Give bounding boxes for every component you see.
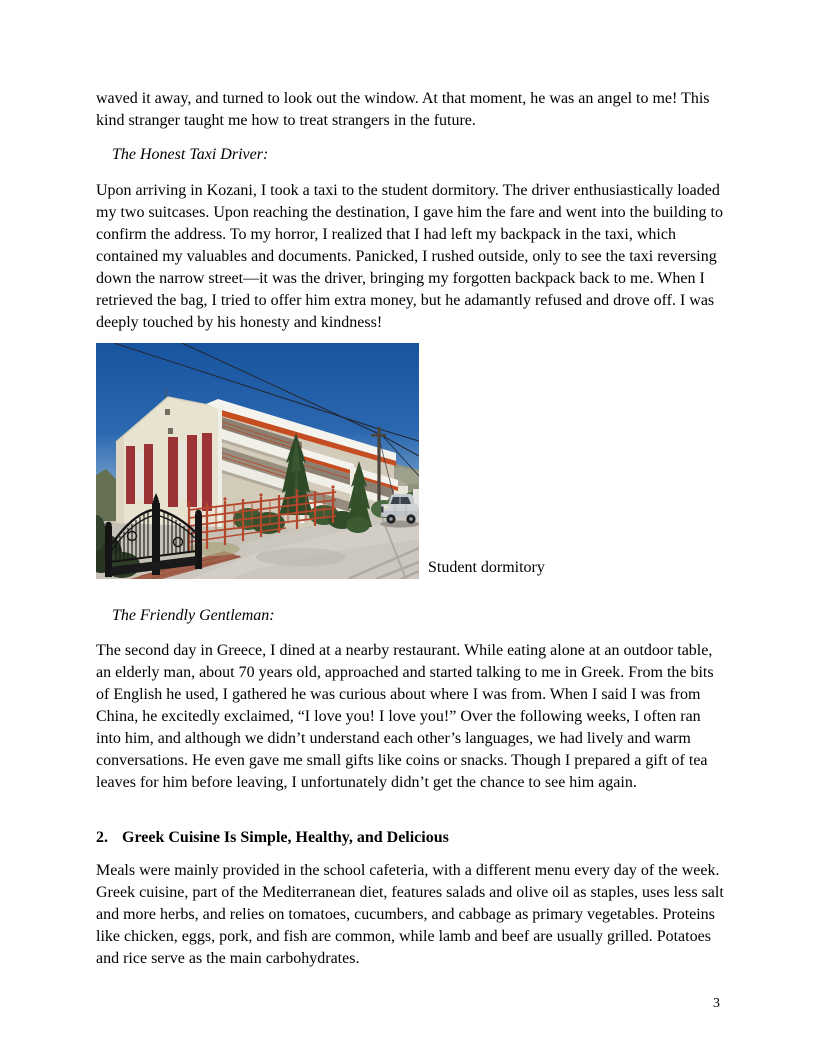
paragraph-cuisine: Meals were mainly provided in the school cafeteria, with a different menu every day of the week. Greek cuisine, part of the Mediterranean diet, features salads and olive oil as staples, uses less salt and more herbs, and relies on tomatoes, cucumbers, and cabbage as primary vegetables. Proteins like chicken, eggs, pork, and fish are common, while lamb and beef are usually grilled. Potatoes and rice serve as the main carbohydrates.: [96, 862, 724, 967]
section-heading-honest-taxi-driver: The Honest Taxi Driver:: [112, 146, 269, 163]
photo-caption: Student dormitory: [428, 559, 545, 576]
document-content: [96, 88, 727, 970]
heading-number: 2.: [96, 829, 108, 846]
figure-dormitory: [96, 343, 727, 579]
dormitory-photo: [96, 343, 419, 579]
paragraph-intro-continuation: waved it away, and turned to look out the window. At that moment, he was an angel to me! This kind stranger taught me how to treat strangers in the future.: [96, 90, 710, 129]
heading-title: Greek Cuisine Is Simple, Healthy, and Delicious: [122, 829, 449, 846]
section-heading-greek-cuisine: [96, 827, 727, 849]
section-heading-friendly-gentleman: The Friendly Gentleman:: [112, 607, 275, 624]
page-number: 3: [713, 996, 720, 1011]
paragraph-taxi-story: Upon arriving in Kozani, I took a taxi to the student dormitory. The driver enthusiastically loaded my two suitcases. Upon reaching the destination, I gave him the fare and went into the building to confirm the address. To my horror, I realized that I had left my backpack in the taxi, which contained my valuables and documents. Panicked, I rushed outside, only to see the taxi reversing down the narrow street—it was the driver, bringing my forgotten backpack back to me. When I retrieved the bag, I tried to offer him extra money, but he adamantly refused and drove off. I was deeply touched by his honesty and kindness!: [96, 182, 723, 331]
paragraph-gentleman-story: The second day in Greece, I dined at a nearby restaurant. While eating alone at an outdoor table, an elderly man, about 70 years old, approached and started talking to me in Greek. From the bits of English he used, I gathered he was curious about where I was from. When I said I was from China, he excitedly exclaimed, “I love you! I love you!” Over the following weeks, I often ran into him, and although we didn’t understand each other’s languages, we had lively and warm conversations. He even gave me small gifts like coins or snacks. Though I prepared a gift of tea leaves for him before leaving, I unfortunately didn’t get the chance to see him again.: [96, 642, 714, 791]
